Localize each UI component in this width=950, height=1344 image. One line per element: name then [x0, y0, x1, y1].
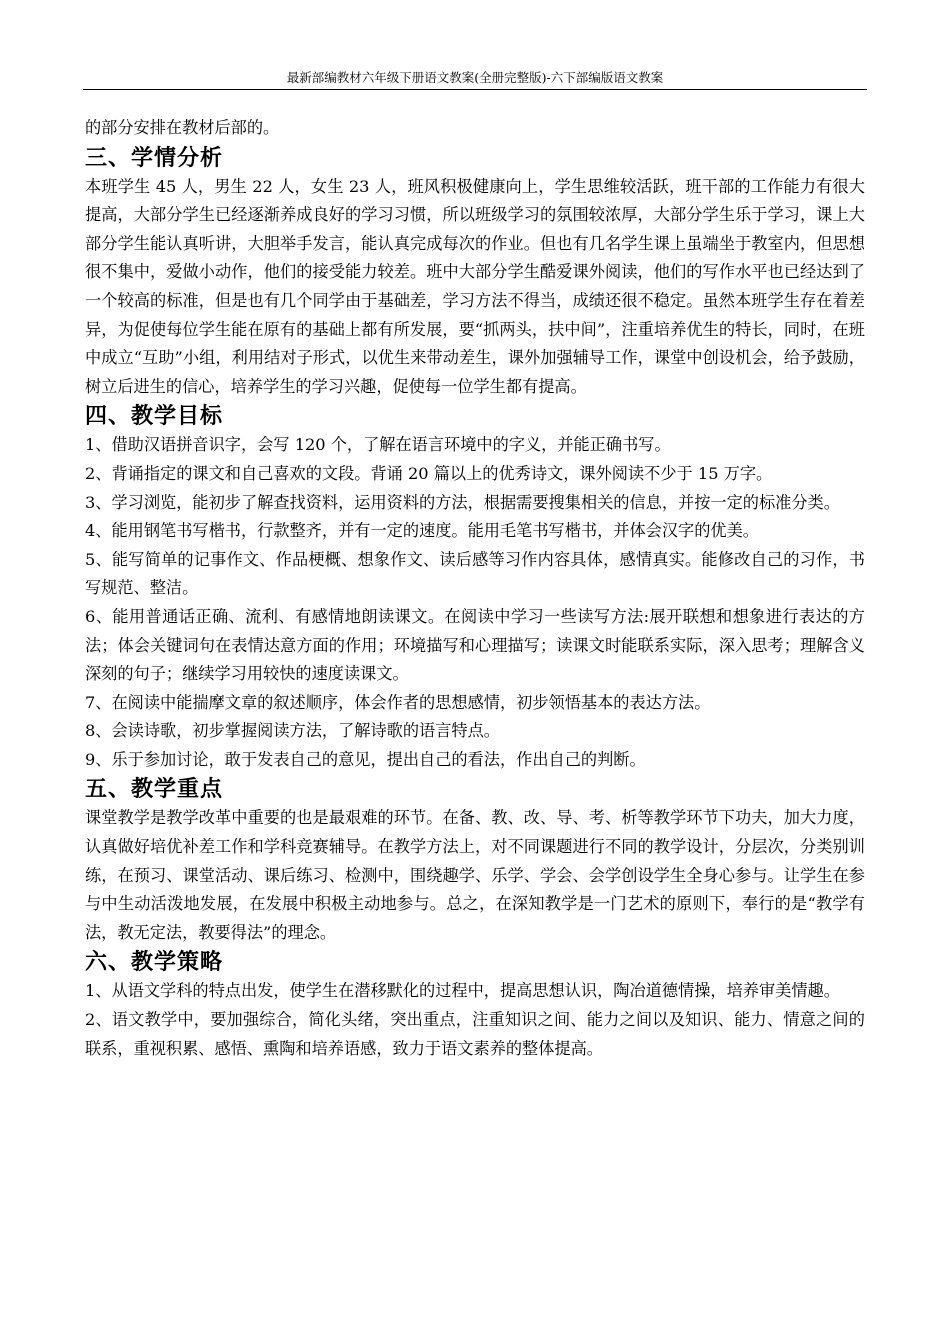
section-heading-teaching-goals: 四、教学目标: [85, 403, 224, 430]
section-heading-teaching-strategy: 六、教学策略: [85, 949, 224, 976]
strategy-item-1: 1、从语文学科的特点出发，使学生在潜移默化的过程中，提高思想认识，陶冶道德情操，培养审美情趣。: [85, 981, 840, 1001]
teaching-focus-paragraph: 课堂教学是教学改革中重要的也是最艰难的环节。在备、教、改、导、考、析等教学环节下功夫，加大力度，认真做好培优补差工作和学科竞赛辅导。在教学方法上，对不同课题进行不同的教学设计，分层次，分类别训练，在预习、课堂活动、课后练习、检测中，围绕趣学、乐学、学会、会学创设学生全身心参与。让学生在参与中生动活泼地发展，在发展中积极主动地参与。总之，在深知教学是一门艺术的原则下，奉行的是“教学有法，教无定法，教要得法”的理念。: [85, 808, 865, 942]
document-body: [85, 114, 865, 1063]
goal-item-4: 4、能用钢笔书写楷书，行款整齐，并有一定的速度。能用毛笔书写楷书，并体会汉字的优美。: [85, 521, 759, 541]
goal-item-1: 1、借助汉语拼音识字，会写 120 个，了解在语言环境中的字义，并能正确书写。: [85, 435, 671, 455]
goal-item-7: 7、在阅读中能揣摩文章的叙述顺序，体会作者的思想感情，初步领悟基本的表达方法。: [85, 692, 711, 712]
section-heading-student-analysis: 三、学情分析: [85, 144, 224, 171]
student-analysis-paragraph: 本班学生 45 人，男生 22 人，女生 23 人，班风积极健康向上，学生思维较活跃，班干部的工作能力有很大提高，大部分学生已经逐渐养成良好的学习习惯，所以班级学习的氛围较浓厚，大部分学生乐于学习，课上大部分学生能认真听讲，大胆举手发言，能认真完成每次的作业。但也有几名学生课上虽端坐于教室内，但思想很不集中，爱做小动作，他们的接受能力较差。班中大部分学生酷爱课外阅读，他们的写作水平也已经达到了一个较高的标准，但是也有几个同学由于基础差，学习方法不得当，成绩还很不稳定。虽然本班学生存在着差异，为促使每位学生能在原有的基础上都有所发展，要“抓两头，扶中间”，注重培养优生的特长，同时，在班中成立“互助”小组，利用结对子形式，以优生来带动差生，课外加强辅导工作，课堂中创设机会，给予鼓励，树立后进生的信心，培养学生的学习兴趣，促使每一位学生都有提高。: [85, 176, 865, 396]
goal-item-9: 9、乐于参加讨论，敢于发表自己的意见，提出自己的看法，作出自己的判断。: [85, 749, 646, 769]
goal-item-3: 3、学习浏览，能初步了解查找资料，运用资料的方法，根据需要搜集相关的信息，并按一定的标准分类。: [85, 492, 840, 512]
continuation-paragraph: 的部分安排在教材后部的。: [85, 118, 280, 137]
page-header-title: 最新部编教材六年级下册语文教案(全册完整版)-六下部编版语文教案: [286, 70, 664, 85]
goal-item-5: 5、能写简单的记事作文、作品梗概、想象作文、读后感等习作内容具体，感情真实。能修改自己的习作，书写规范、整洁。: [85, 549, 865, 598]
goal-item-2: 2、背诵指定的课文和自己喜欢的文段。背诵 20 篇以上的优秀诗文，课外阅读不少于 15 万字。: [85, 463, 773, 483]
strategy-item-2: 2、语文教学中，要加强综合，简化头绪，突出重点，注重知识之间、能力之间以及知识、能力、情意之间的联系，重视积累、感悟、熏陶和培养语感，致力于语文素养的整体提高。: [85, 1010, 865, 1058]
goal-item-8: 8、会读诗歌，初步掌握阅读方法，了解诗歌的语言特点。: [85, 721, 500, 741]
goal-item-6: 6、能用普通话正确、流利、有感情地朗读课文。在阅读中学习一些读写方法:展开联想和想象进行表达的方法；体会关键词句在表情达意方面的作用；环境描写和心理描写；读课文时能联系实际，深入思考；理解含义深刻的句子；继续学习用较快的速度读课文。: [85, 606, 865, 684]
section-heading-teaching-focus: 五、教学重点: [85, 776, 224, 803]
header-divider: [83, 89, 867, 90]
